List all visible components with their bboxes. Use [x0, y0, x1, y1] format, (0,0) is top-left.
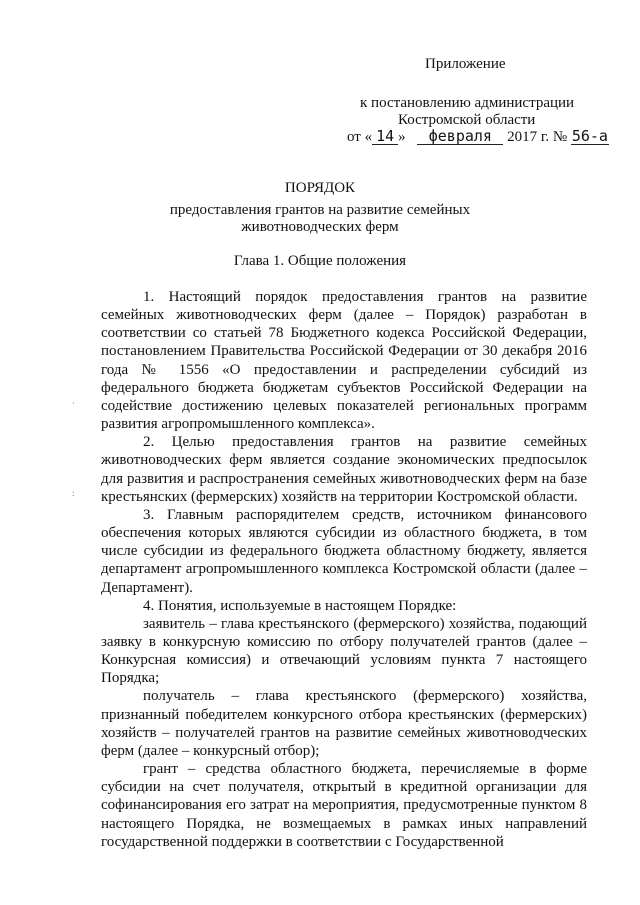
definition-recipient: получатель – глава крестьянского (фермерского) хозяйства, признанный победителем конкурсного отбора крестьянских (фермерских) хозяйств – получателей грантов на развитие семейных животноводческих ферм (далее – конкурсный отбор); [101, 688, 587, 759]
document-subtitle-line2: животноводческих ферм [241, 219, 399, 235]
decree-date-line [347, 129, 609, 146]
decree-month: февраля [417, 129, 503, 145]
decree-year-text: 2017 г. № [507, 129, 568, 145]
decree-reference-line: к постановлению администрации [360, 95, 575, 111]
appendix-heading: Приложение [425, 56, 506, 72]
paragraph-1: 1. Настоящий порядок предоставления грантов на развитие семейных животноводческих ферм (далее – Порядок) разработан в соответствии со статьей 78 Бюджетного кодекса Российской Федерации, постановлением Правительства Российской Федерации от 30 декабря 2016 года № 1556 «О предоставлении и распределении субсидий из федерального бюджета бюджетам субъектов Российской Федерации на содействие достижению целевых показателей региональных программ развития агропромышленного комплекса». [101, 289, 587, 433]
decree-number: 56-а [571, 127, 608, 145]
document-subtitle-line1: предоставления грантов на развитие семейных [169, 202, 471, 218]
decree-day: 14 [372, 129, 398, 145]
definition-applicant: заявитель – глава крестьянского (фермерского) хозяйства, подающий заявку в конкурсную комиссию по отбору получателей грантов (далее – Конкурсная комиссия) и отвечающий условиям пункта 7 настоящего Порядка; [101, 615, 587, 687]
scan-speck: : [72, 488, 75, 498]
paragraph-2: 2. Целью предоставления грантов на развитие семейных животноводческих ферм является создание экономических предпосылок для развития и распространения семейных животноводческих ферм на базе крестьянских (фермерских) хозяйств на территории Костромской области. [101, 434, 587, 505]
chapter-heading: Глава 1. Общие положения [233, 253, 407, 269]
scan-speck: · [72, 398, 75, 408]
region-name: Костромской области [398, 112, 536, 128]
definition-grant: грант – средства областного бюджета, перечисляемые в форме субсидии на счет получателя, открытый в кредитной организации для софинансирования его затрат на мероприятия, предусмотренные пунктом 8 настоящего Порядка, не возмещаемых в рамках иных направлений государственной поддержки в соответствии с Государственной [101, 761, 587, 850]
document-title: ПОРЯДОК [284, 180, 356, 196]
paragraph-4: 4. Понятия, используемые в настоящем Порядке: [143, 597, 457, 614]
paragraph-3: 3. Главным распорядителем средств, источником финансового обеспечения которых являются субсидии из областного бюджета, в том числе субсидии из федерального бюджета областному бюджету, является департамент агропромышленного комплекса Костромской области (далее – Департамент). [101, 506, 587, 596]
date-quote-close: » [398, 129, 406, 145]
date-prefix: от « [347, 129, 373, 145]
document-body [101, 288, 587, 851]
